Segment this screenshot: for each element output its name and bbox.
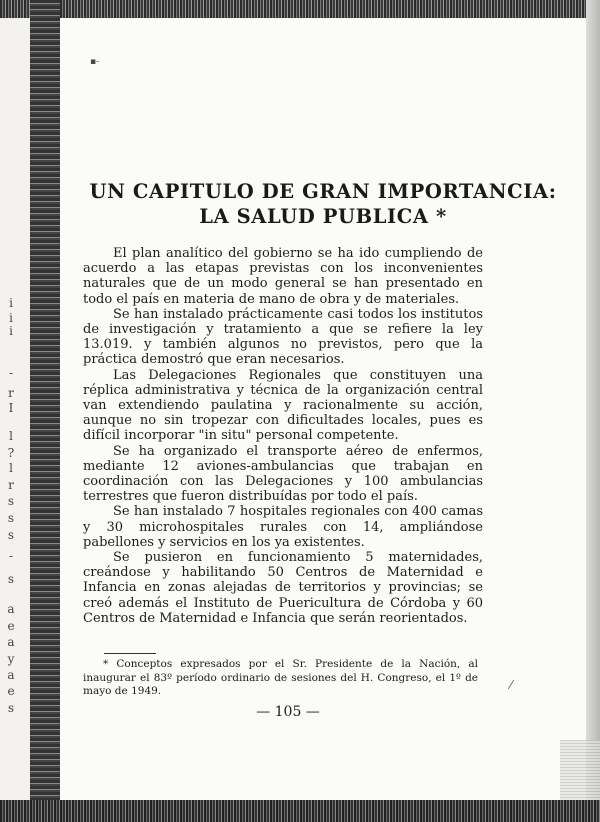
margin-fragment: I <box>8 401 14 415</box>
scan-edge-binding <box>30 0 60 800</box>
scan-edge-top <box>0 0 600 18</box>
margin-fragment: r <box>8 386 14 400</box>
scan-edge-right <box>586 0 600 822</box>
margin-fragment: i <box>9 296 13 310</box>
margin-fragment: s <box>7 511 15 525</box>
chapter-title-line-2: LA SALUD PUBLICA * <box>199 205 447 228</box>
scan-edge-bottom <box>0 800 600 822</box>
margin-fragment: ? <box>7 446 15 460</box>
page-number: — 105 — <box>256 704 320 720</box>
pencil-mark: ⁄ <box>510 678 513 692</box>
paragraph: Las Delegaciones Regionales que constituyen una réplica administrativa y técnica de la organización central van extendiendo paulatina y racionalmente su acción, aunque no sin tropezar con dificultades locales, pues es difícil incorporar "in situ" personal competente. <box>83 367 483 444</box>
paragraph: Se ha organizado el transporte aéreo de enfermos, mediante 12 aviones-ambulancias que trabajan en coordinación con las Delegaciones y 100 ambulancias terrestres que fueron distribuídas por todo el país. <box>83 443 483 505</box>
scan-noise <box>560 740 600 800</box>
ink-speck: ▪- <box>90 57 100 67</box>
margin-fragment: s <box>7 572 15 586</box>
margin-fragment: l <box>9 429 13 443</box>
margin-fragment: a <box>7 635 15 649</box>
chapter-title-line-1: UN CAPITULO DE GRAN IMPORTANCIA: <box>89 180 557 203</box>
footnote-divider <box>104 653 156 654</box>
paragraph: El plan analítico del gobierno se ha ido cumpliendo de acuerdo a las etapas previstas con los inconvenientes naturales que de un modo general se han presentado en todo el país en materia de mano de obra y de materiales. <box>83 246 483 307</box>
footnote: * Conceptos expresados por el Sr. Presidente de la Nación, al inaugurar el 83º período ordinario de sesiones del H. Congreso, el 1º de mayo de 1949. <box>83 658 478 697</box>
left-margin-strip <box>0 18 30 800</box>
margin-fragment: s <box>7 494 15 508</box>
margin-fragment: l <box>9 461 13 475</box>
paragraph: Se pusieron en funcionamiento 5 maternidades, creándose y habilitando 50 Centros de Maternidad e Infancia en zonas alejadas de territorios y provincias; se creó además el Instituto de Puericultura de Córdoba y 60 Centros de Maternidad e Infancia que serán reorientados. <box>83 550 483 626</box>
margin-fragment: s <box>7 528 15 542</box>
margin-fragment: - <box>8 366 14 380</box>
margin-fragment: a <box>7 668 15 682</box>
paragraph: Se han instalado 7 hospitales regionales con 400 camas y 30 microhospitales rurales con 14, ampliándose pabellones y servicios en los ya existentes. <box>83 504 483 550</box>
margin-fragment: i <box>9 311 13 325</box>
margin-fragment: e <box>7 619 15 633</box>
margin-fragment: - <box>8 549 14 563</box>
margin-fragment: i <box>9 324 13 338</box>
margin-fragment: e <box>7 684 15 698</box>
paragraph: Se han instalado prácticamente casi todos los institutos de investigación y tratamiento a que se refiere la ley 13.019. y también algunos no previstos, pero que la práctica demostró que eran necesarios. <box>83 306 483 368</box>
body-text <box>83 246 483 626</box>
margin-fragment: a <box>7 602 15 616</box>
margin-fragment: s <box>7 701 15 715</box>
margin-fragment: r <box>8 478 14 492</box>
margin-fragment: y <box>7 652 15 666</box>
